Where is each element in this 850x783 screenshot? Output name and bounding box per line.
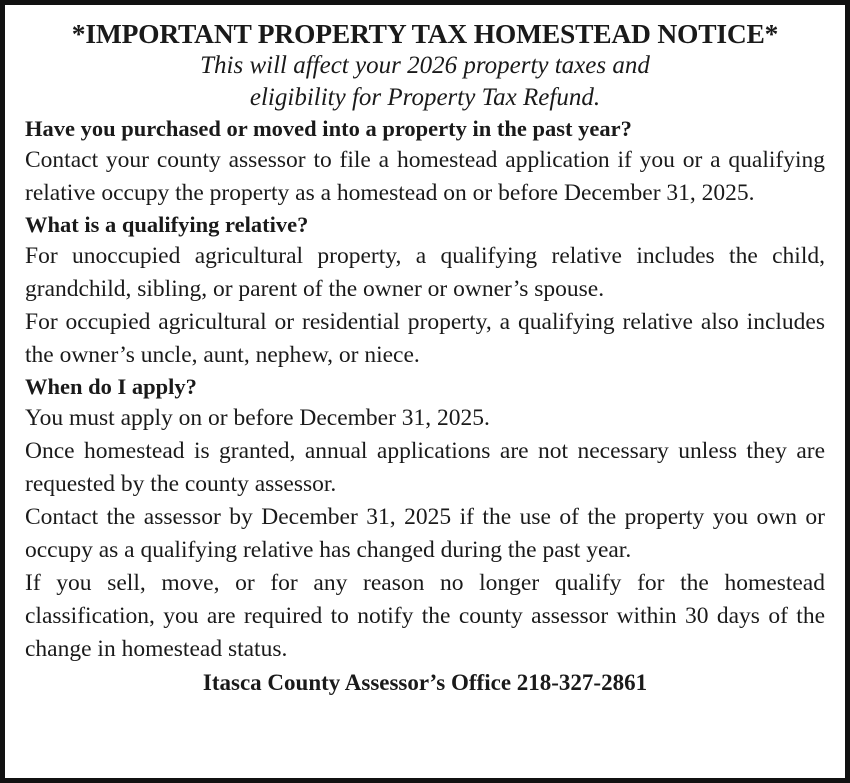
notice-subtitle-line-2: eligibility for Property Tax Refund. — [249, 84, 601, 111]
notice-content — [5, 5, 845, 700]
answer-apply-deadline: You must apply on or before December 31, 2025. — [25, 405, 490, 431]
assessor-office-contact: Itasca County Assessor’s Office 218-327-2861 — [202, 670, 648, 695]
question-purchased-or-moved: Have you purchased or moved into a property in the past year? — [25, 116, 632, 141]
question-qualifying-relative: What is a qualifying relative? — [25, 212, 309, 237]
answer-occupied-agricultural-residential: For occupied agricultural or residential property, a qualifying relative also includes the owner’s uncle, aunt, nephew, or niece. — [25, 309, 825, 368]
answer-notify-within-30-days: If you sell, move, or for any reason no longer qualify for the homestead classification, you are required to notify the county assessor within 30 days of the change in homestead status. — [25, 570, 825, 662]
answer-unoccupied-agricultural: For unoccupied agricultural property, a qualifying relative includes the child, grandchild, sibling, or parent of the owner or owner’s spouse. — [25, 243, 825, 302]
answer-annual-applications: Once homestead is granted, annual applications are not necessary unless they are requested by the county assessor. — [25, 438, 825, 497]
notice-title: *IMPORTANT PROPERTY TAX HOMESTEAD NOTICE* — [71, 18, 779, 49]
notice-subtitle-line-1: This will affect your 2026 property taxes and — [200, 52, 650, 79]
answer-contact-if-use-changed: Contact the assessor by December 31, 2025 if the use of the property you own or occupy as a qualifying relative has changed during the past year. — [25, 504, 825, 563]
answer-contact-assessor: Contact your county assessor to file a homestead application if you or a qualifying relative occupy the property as a homestead on or before December 31, 2025. — [25, 147, 825, 206]
question-when-to-apply: When do I apply? — [25, 374, 197, 399]
